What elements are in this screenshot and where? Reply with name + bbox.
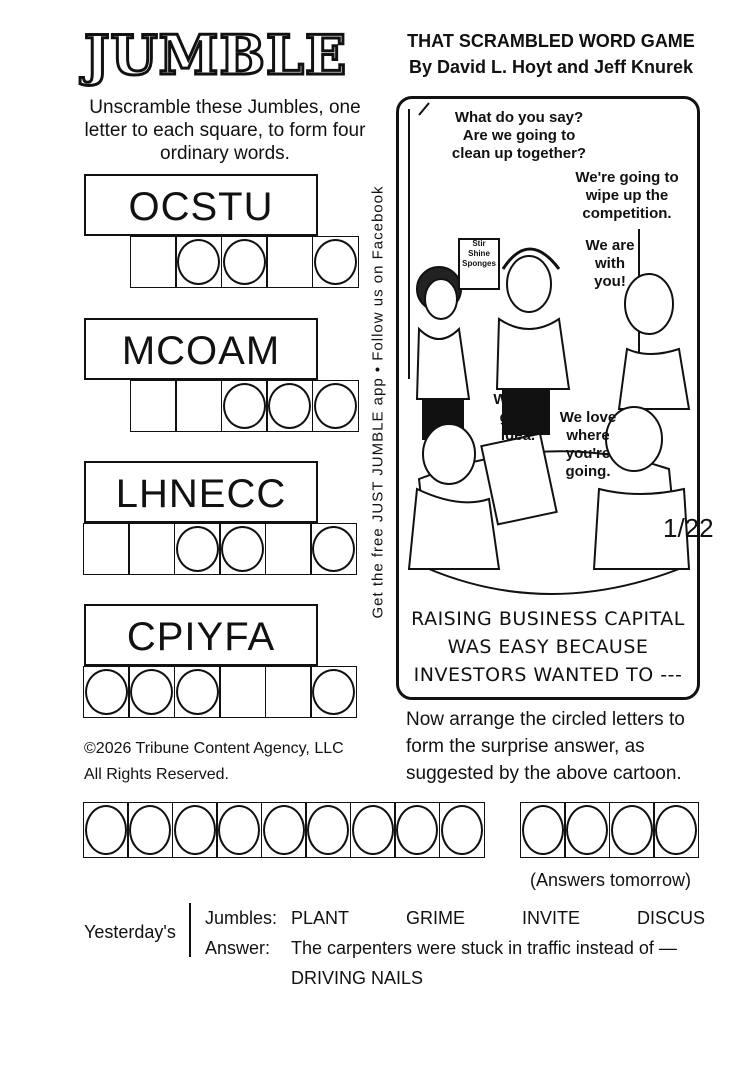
yesterday-word: INVITE xyxy=(521,908,580,928)
answer-circle[interactable] xyxy=(520,802,566,858)
letter-circle[interactable] xyxy=(174,523,221,575)
speech-bubble: We love where you're going. xyxy=(559,409,617,480)
byline: By David L. Hoyt and Jeff Knurek xyxy=(408,57,694,77)
scrambled-word: OCSTU xyxy=(84,174,318,236)
jumble-1 xyxy=(84,174,368,290)
speech-bubble: We are with you! xyxy=(585,237,635,290)
game-title: THAT SCRAMBLED WORD GAME xyxy=(407,31,695,51)
cartoon-panel xyxy=(396,96,714,700)
scrambled-word: MCOAM xyxy=(84,318,318,380)
logo-text: JUMBLE xyxy=(84,23,348,87)
letter-square[interactable] xyxy=(130,380,177,432)
letter-circle[interactable] xyxy=(310,666,357,718)
speech-bubble: What a great idea. xyxy=(493,391,543,444)
answers-tomorrow: (Answers tomorrow) xyxy=(530,870,692,890)
speech-bubble: What do you say? Are we going to clean up together? xyxy=(451,109,587,162)
letter-square[interactable] xyxy=(219,666,266,718)
answer-circle[interactable] xyxy=(653,802,699,858)
yesterday-word: GRIME xyxy=(406,908,466,928)
letter-circle[interactable] xyxy=(128,666,175,718)
answer-word-1 xyxy=(84,802,485,858)
letter-square[interactable] xyxy=(83,523,130,575)
rights-line: All Rights Reserved. xyxy=(84,766,229,783)
cartoon-caption: RAISING BUSINESS CAPITAL WAS EASY BECAUSE INVESTORS WANTED TO --- xyxy=(411,608,685,686)
promo-label: Get the free JUST JUMBLE app • Follow us on Facebook xyxy=(369,185,387,619)
answer-word-2 xyxy=(521,802,699,858)
yesterday-word: DISCUS xyxy=(636,908,705,928)
letter-circle[interactable] xyxy=(219,523,266,575)
answer-circle[interactable] xyxy=(83,802,129,858)
cartoon-date: 1/22 xyxy=(663,513,714,543)
answer-circle[interactable] xyxy=(564,802,610,858)
answer-circle[interactable] xyxy=(609,802,655,858)
letter-circle[interactable] xyxy=(174,666,221,718)
yesterday-section xyxy=(205,903,705,993)
answer-cells xyxy=(84,666,357,718)
letter-circle[interactable] xyxy=(312,236,359,288)
game-subtitle xyxy=(398,28,704,80)
letter-circle[interactable] xyxy=(310,523,357,575)
jumble-3 xyxy=(84,461,368,577)
letter-circle[interactable] xyxy=(83,666,130,718)
instructions: Unscramble these Jumbles, one letter to each square, to form four ordinary words. xyxy=(84,97,366,164)
letter-circle[interactable] xyxy=(312,380,359,432)
jumbles-label: Jumbles: xyxy=(205,908,278,928)
yesterday-label: Yesterday's xyxy=(84,922,176,942)
answer-circle[interactable] xyxy=(394,802,440,858)
letter-square[interactable] xyxy=(130,236,177,288)
answer-label: Answer: xyxy=(205,938,271,958)
jumble-2 xyxy=(84,318,368,434)
answer-circle[interactable] xyxy=(127,802,173,858)
speech-bubble: We're going to wipe up the competition. xyxy=(575,169,679,222)
copyright xyxy=(84,736,344,788)
scrambled-word: LHNECC xyxy=(84,461,318,523)
answer-cells xyxy=(131,380,359,432)
product-label: Stir Shine Sponges xyxy=(462,239,496,268)
scrambled-word: CPIYFA xyxy=(84,604,318,666)
letter-circle[interactable] xyxy=(175,236,222,288)
answer-circle[interactable] xyxy=(305,802,351,858)
arrange-instructions: Now arrange the circled letters to form the surprise answer, as suggested by the above cartoon. xyxy=(406,709,685,784)
letter-circle[interactable] xyxy=(221,380,268,432)
letter-square[interactable] xyxy=(266,236,313,288)
app-promo-text xyxy=(360,147,396,657)
copyright-line: ©2026 Tribune Content Agency, LLC xyxy=(84,740,344,757)
answer-circle[interactable] xyxy=(172,802,218,858)
letter-square[interactable] xyxy=(265,666,312,718)
jumble-4 xyxy=(84,604,368,720)
yesterday-answer-solution: DRIVING NAILS xyxy=(291,968,424,988)
answer-circle[interactable] xyxy=(350,802,396,858)
yesterday-word: PLANT xyxy=(291,908,350,928)
yesterday-answer-line: The carpenters were stuck in traffic instead of — xyxy=(291,938,677,958)
answer-circle[interactable] xyxy=(261,802,307,858)
letter-circle[interactable] xyxy=(266,380,313,432)
letter-circle[interactable] xyxy=(221,236,268,288)
answer-cells xyxy=(84,523,357,575)
answer-cells xyxy=(131,236,359,288)
divider xyxy=(189,903,191,957)
letter-square[interactable] xyxy=(265,523,312,575)
answer-circle[interactable] xyxy=(439,802,485,858)
jumble-logo xyxy=(84,20,376,90)
answer-circle[interactable] xyxy=(216,802,262,858)
letter-square[interactable] xyxy=(128,523,175,575)
letter-square[interactable] xyxy=(175,380,222,432)
